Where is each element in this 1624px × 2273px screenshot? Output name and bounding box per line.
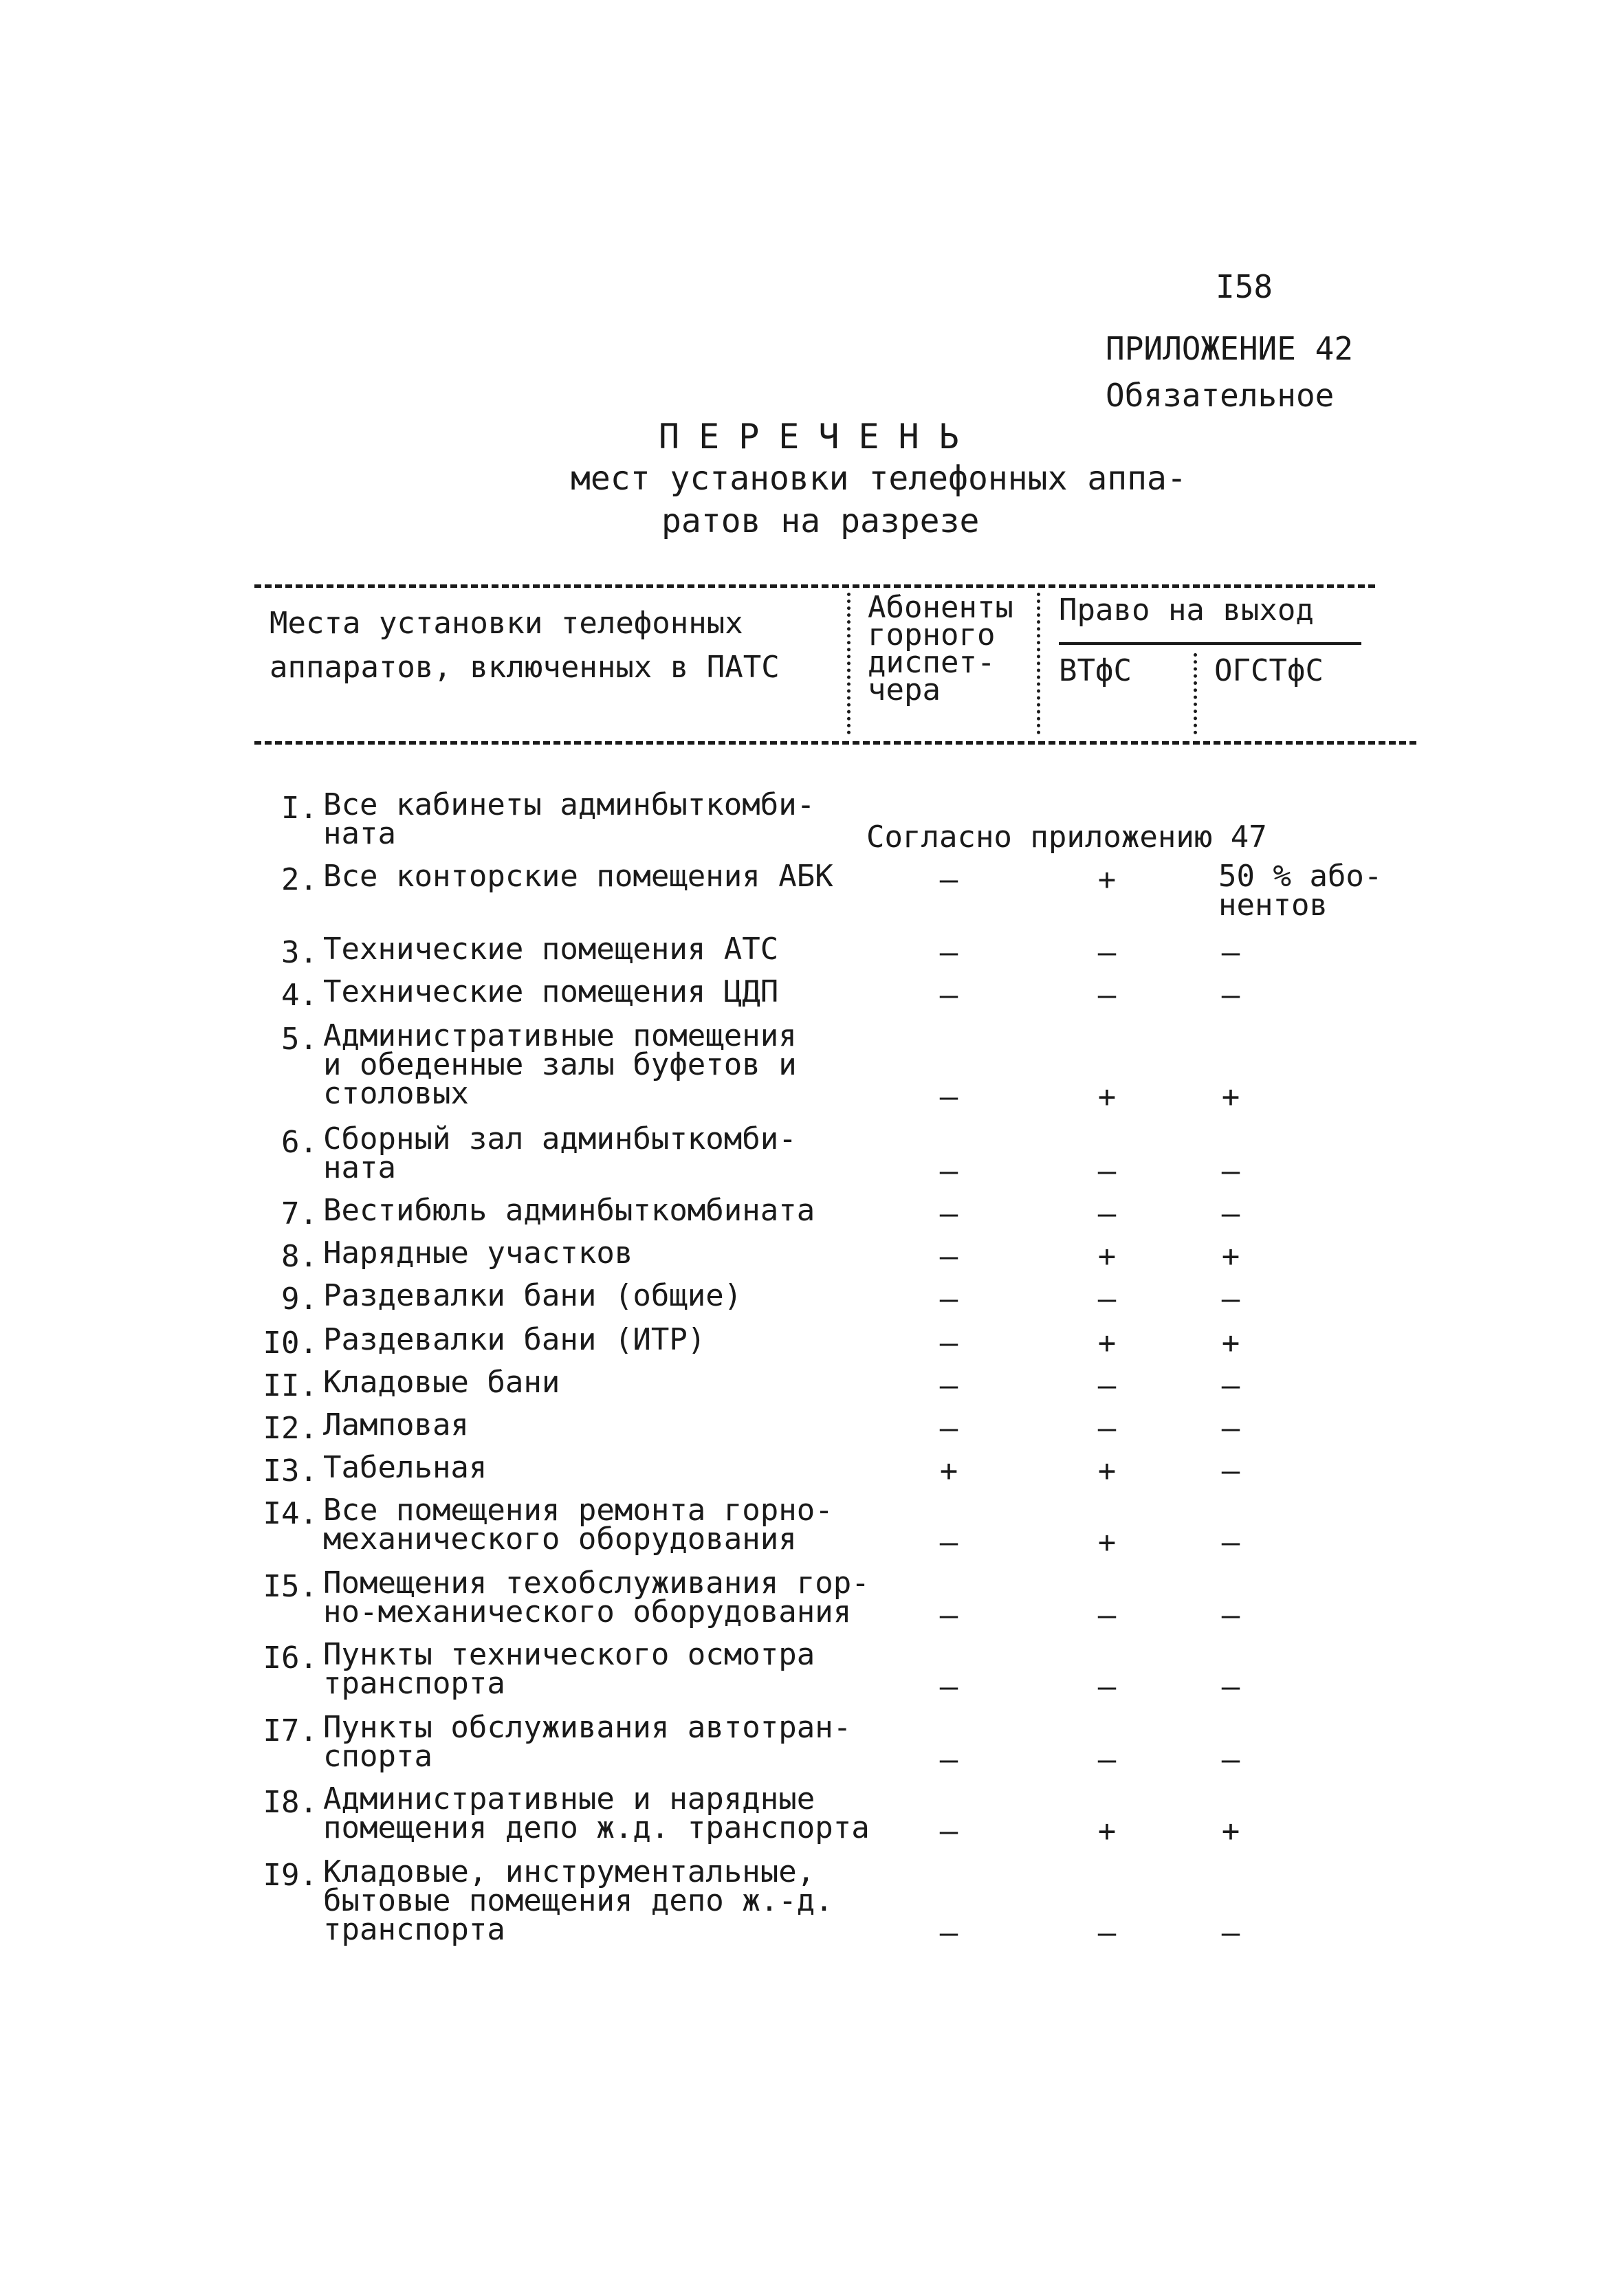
row-ogstfs: –	[1221, 1282, 1240, 1317]
row-ogstfs: +	[1221, 1326, 1240, 1361]
row-vtfs: –	[1097, 1368, 1117, 1403]
row-place: Административные помещения и обеденные залы буфетов и столовых	[323, 1018, 797, 1111]
document-title: ПЕРЕЧЕНЬ	[659, 417, 978, 457]
row-ogstfs: +	[1221, 1079, 1240, 1114]
row-vtfs: +	[1097, 1326, 1117, 1361]
row-ogstfs: –	[1221, 1196, 1240, 1231]
row-number: 9.	[281, 1282, 318, 1317]
row-vtfs: –	[1097, 1669, 1117, 1704]
row-ogstfs: –	[1221, 978, 1240, 1013]
row-ogstfs: –	[1221, 1598, 1240, 1633]
appendix-label: ПРИЛОЖЕНИЕ 42	[1106, 330, 1354, 367]
row-place: Сборный зал админбыткомби- ната	[323, 1121, 797, 1185]
row-number: I2.	[263, 1411, 318, 1446]
row-number: II.	[263, 1368, 318, 1403]
row-dispatcher: –	[939, 1814, 958, 1849]
row-ogstfs: –	[1221, 935, 1240, 970]
row-number: 2.	[281, 862, 318, 897]
row-ogstfs: –	[1221, 1915, 1240, 1951]
row-place: Кладовые бани	[323, 1365, 560, 1400]
row-vtfs: –	[1097, 1598, 1117, 1633]
row-ogstfs: –	[1221, 1525, 1240, 1560]
row-vtfs: +	[1097, 862, 1117, 897]
row-dispatcher: –	[939, 1915, 958, 1951]
row-dispatcher: –	[939, 1196, 958, 1231]
row-number: I3.	[263, 1453, 318, 1489]
row-vtfs: +	[1097, 1814, 1117, 1849]
row-ogstfs: –	[1221, 1411, 1240, 1446]
row-place: Ламповая	[323, 1407, 469, 1442]
row-place: Помещения техобслуживания гор- но-механического оборудования	[323, 1566, 870, 1629]
row-vtfs: –	[1097, 1154, 1117, 1189]
row-vtfs: +	[1097, 1453, 1117, 1489]
row-number: 3.	[281, 935, 318, 970]
row-place: Вестибюль админбыткомбината	[323, 1193, 815, 1228]
header-divider-1	[847, 593, 851, 734]
row-place: Все кабинеты админбыткомби- ната	[323, 787, 815, 851]
row-number: 6.	[281, 1125, 318, 1160]
subtitle-line-1: мест установки телефонных аппа-	[571, 459, 1187, 498]
row-vtfs: –	[1097, 1196, 1117, 1231]
row-ogstfs: –	[1221, 1453, 1240, 1489]
col-exit-right: Право на выход	[1059, 593, 1314, 628]
row-dispatcher: –	[939, 935, 958, 970]
row-place: Раздевалки бани (ИТР)	[323, 1322, 706, 1357]
row-vtfs: –	[1097, 935, 1117, 970]
row-dispatcher: –	[939, 1525, 958, 1560]
row-number: I8.	[263, 1785, 318, 1820]
col-place-line-1: Места установки телефонных	[270, 606, 743, 641]
row-number: I0.	[263, 1326, 318, 1361]
row-place: Табельная	[323, 1450, 487, 1485]
row-place: Нарядные участков	[323, 1236, 633, 1271]
row-ogstfs: –	[1221, 1368, 1240, 1403]
row-place: Пункты обслуживания автотран- спорта	[323, 1710, 852, 1774]
row-dispatcher: –	[939, 1154, 958, 1189]
row-place: Технические помещения АТС	[323, 932, 779, 967]
row-number: I4.	[263, 1496, 318, 1531]
status-label: Обязательное	[1106, 377, 1335, 414]
subtitle-line-2: ратов на разрезе	[661, 502, 980, 540]
col-dispatcher-line-2: горного	[868, 617, 996, 652]
row-dispatcher: –	[939, 1368, 958, 1403]
row-vtfs: –	[1097, 1915, 1117, 1951]
row-ogstfs: –	[1221, 1154, 1240, 1189]
row-place: Пункты технического осмотра транспорта	[323, 1637, 815, 1701]
header-bottom-rule	[254, 741, 1416, 745]
row-dispatcher: –	[939, 1079, 958, 1114]
row-place: Технические помещения ЦДП	[323, 974, 779, 1009]
row-vtfs: +	[1097, 1079, 1117, 1114]
header-divider-3	[1194, 653, 1197, 734]
col-ogstfs: ОГСТфС	[1214, 653, 1324, 688]
row-ogstfs: +	[1221, 1239, 1240, 1274]
row-ogstfs: –	[1221, 1742, 1240, 1777]
header-subrule	[1059, 642, 1361, 645]
row-dispatcher: –	[939, 1282, 958, 1317]
row-dispatcher: –	[939, 1669, 958, 1704]
row-span-note: Согласно приложению 47	[866, 820, 1267, 855]
row-number: I9.	[263, 1858, 318, 1893]
row-number: 8.	[281, 1239, 318, 1274]
row-dispatcher: –	[939, 1239, 958, 1274]
row-vtfs: –	[1097, 1742, 1117, 1777]
col-dispatcher-line-4: чера	[868, 672, 941, 707]
row-number: 7.	[281, 1196, 318, 1231]
header-top-rule	[254, 584, 1375, 588]
row-place: Все конторские помещения АБК	[323, 859, 833, 894]
row-number: 5.	[281, 1022, 318, 1057]
row-dispatcher: –	[939, 862, 958, 897]
row-ogstfs: 50 % або- нентов	[1218, 859, 1383, 923]
col-dispatcher-line-3: диспет-	[868, 645, 996, 680]
header-divider-2	[1037, 593, 1040, 734]
row-dispatcher: –	[939, 1742, 958, 1777]
col-vtfs: ВТфС	[1059, 653, 1132, 688]
row-vtfs: +	[1097, 1239, 1117, 1274]
col-dispatcher-line-1: Абоненты	[868, 590, 1013, 625]
row-place: Административные и нарядные помещения депо ж.д. транспорта	[323, 1781, 870, 1845]
row-ogstfs: –	[1221, 1669, 1240, 1704]
row-vtfs: –	[1097, 1282, 1117, 1317]
row-dispatcher: +	[939, 1453, 958, 1489]
row-vtfs: –	[1097, 978, 1117, 1013]
row-dispatcher: –	[939, 978, 958, 1013]
row-place: Кладовые, инструментальные, бытовые помещения депо ж.-д. транспорта	[323, 1854, 833, 1947]
row-dispatcher: –	[939, 1326, 958, 1361]
row-number: 4.	[281, 978, 318, 1013]
row-number: I.	[281, 791, 318, 826]
row-vtfs: +	[1097, 1525, 1117, 1560]
page-number: I58	[1216, 268, 1273, 305]
row-number: I7.	[263, 1713, 318, 1748]
row-ogstfs: +	[1221, 1814, 1240, 1849]
row-place: Все помещения ремонта горно- механического оборудования	[323, 1493, 833, 1557]
row-number: I6.	[263, 1640, 318, 1676]
row-dispatcher: –	[939, 1598, 958, 1633]
row-vtfs: –	[1097, 1411, 1117, 1446]
row-dispatcher: –	[939, 1411, 958, 1446]
row-place: Раздевалки бани (общие)	[323, 1278, 743, 1313]
col-place-line-2: аппаратов, включенных в ПАТС	[270, 650, 780, 685]
row-number: I5.	[263, 1569, 318, 1604]
